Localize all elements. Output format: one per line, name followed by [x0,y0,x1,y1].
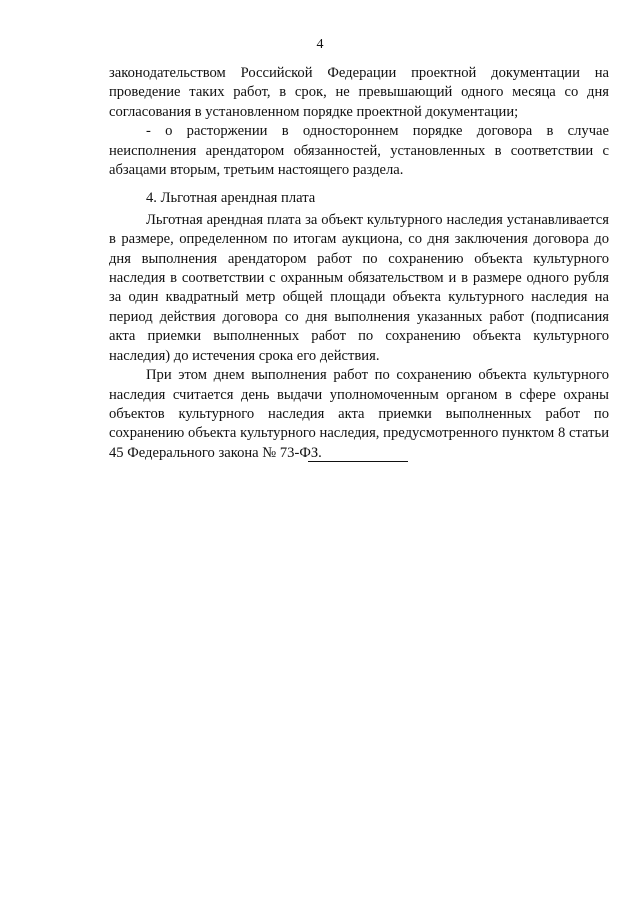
paragraph-spacer [109,180,609,182]
section3-termination-paragraph: - о расторжении в одностороннем порядке договора в случае неисполнения арендатором обязанностей, установленных в соответствии с абзацами вторым, третьим настоящего раздела. [109,123,609,179]
end-of-document-rule [308,461,408,462]
section3-continuation-paragraph: законодательством Российской Федерации проектной документации на проведение таких работ, в срок, не превышающий одного месяца со дня согласования в установленном порядке проектной документации; [109,65,609,120]
section4-rent-paragraph: Льготная арендная плата за объект культурного наследия устанавливается в размере, определенном по итогам аукциона, со дня заключения договора до дня выполнения арендатором работ по сохранению объекта культурного наследия в соответствии с охранным обязательством и в размере одного рубля за один квадратный метр общей площади объекта культурного наследия на период действия договора со дня выполнения указанных работ (подписания акта приемки выполненных работ по сохранению объекта культурного наследия) до истечения срока его действия. [109,211,609,364]
page-number: 4 [316,37,324,52]
section4-heading: 4. Льготная арендная плата [146,190,316,207]
document-body [109,64,609,463]
section4-completion-day-paragraph: При этом днем выполнения работ по сохранению объекта культурного наследия считается день выдачи уполномоченным органом в сфере охраны объектов культурного наследия акта приемки выполненных работ по сохранению объекта культурного наследия, предусмотренного пунктом 8 статьи 45 Федерального закона № 73-ФЗ. [109,367,609,461]
